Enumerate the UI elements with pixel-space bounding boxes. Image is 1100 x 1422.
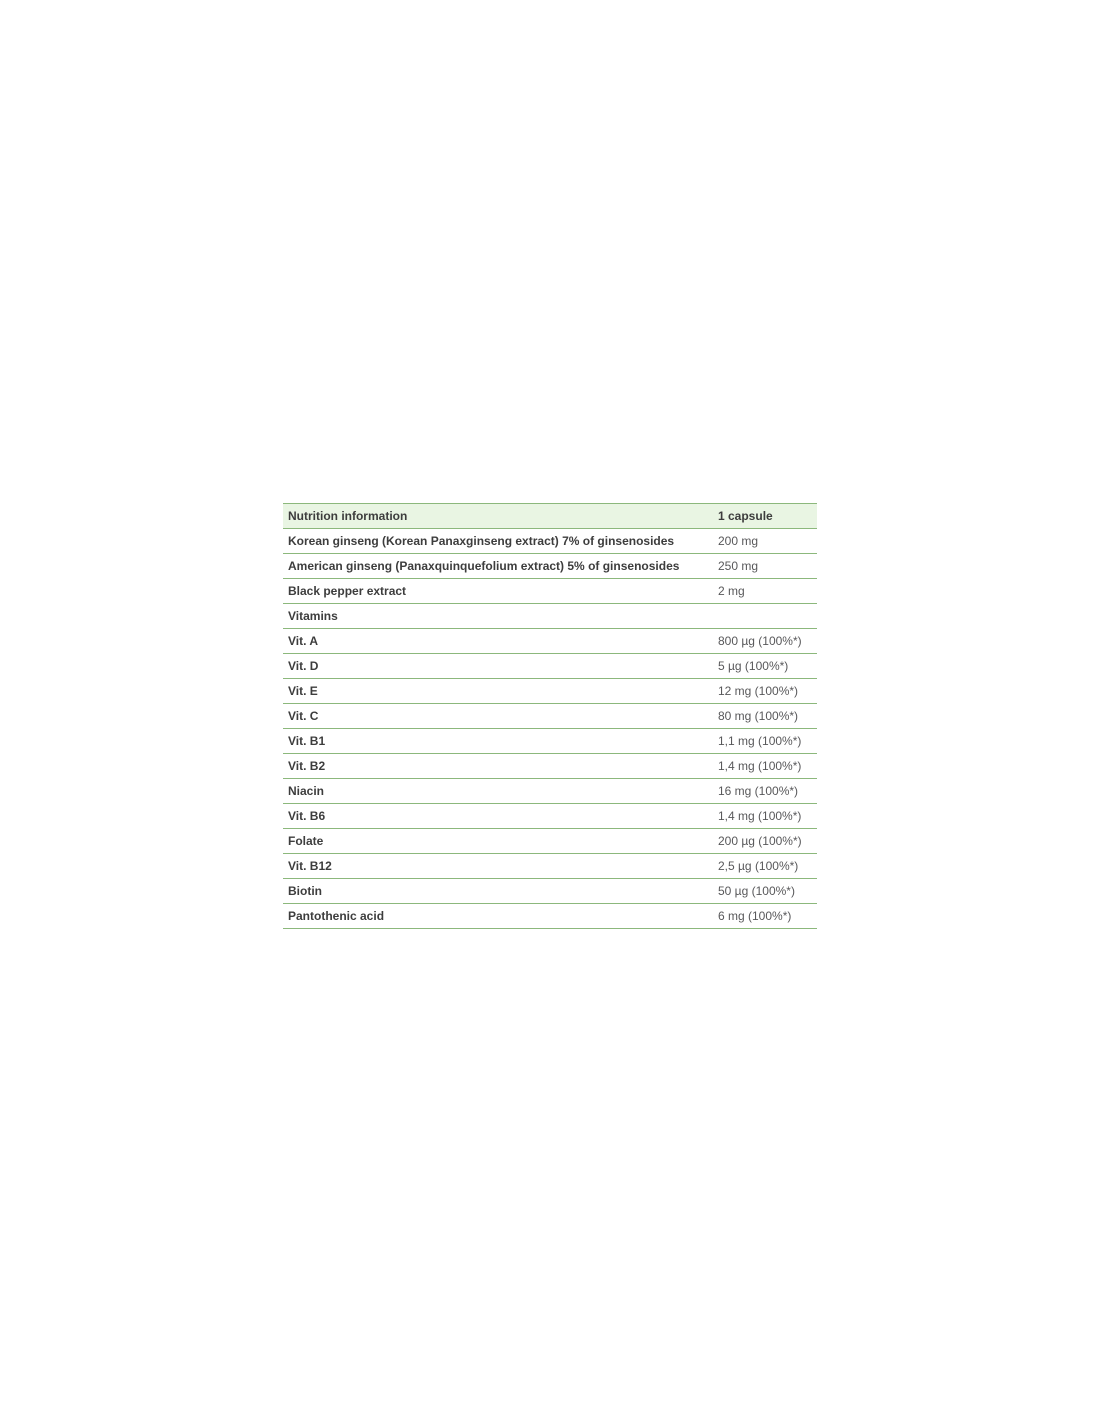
table-row: [283, 529, 817, 554]
row-label: Vit. B2: [283, 754, 718, 779]
row-label: Vit. B6: [283, 804, 718, 829]
table-row: [283, 804, 817, 829]
header-nutrition-information: Nutrition information: [283, 504, 718, 529]
nutrition-table-body: [283, 529, 817, 929]
row-value: [718, 604, 817, 629]
row-label: Vit. B12: [283, 854, 718, 879]
row-label: Vit. E: [283, 679, 718, 704]
row-value: 200 mg: [718, 529, 817, 554]
row-value: 5 µg (100%*): [718, 654, 817, 679]
table-row: [283, 754, 817, 779]
row-value: 16 mg (100%*): [718, 779, 817, 804]
row-label: Vitamins: [283, 604, 718, 629]
nutrition-table-container: [283, 503, 817, 929]
row-label: Biotin: [283, 879, 718, 904]
table-row: [283, 704, 817, 729]
table-row: [283, 629, 817, 654]
row-value: 12 mg (100%*): [718, 679, 817, 704]
table-row: [283, 679, 817, 704]
row-value: 6 mg (100%*): [718, 904, 817, 929]
row-label: Niacin: [283, 779, 718, 804]
row-value: 80 mg (100%*): [718, 704, 817, 729]
row-label: Korean ginseng (Korean Panaxginseng extract) 7% of ginsenosides: [283, 529, 718, 554]
header-amount-per-capsule: 1 capsule: [718, 504, 817, 529]
table-row: [283, 904, 817, 929]
table-row: [283, 779, 817, 804]
row-value: 800 µg (100%*): [718, 629, 817, 654]
row-label: Folate: [283, 829, 718, 854]
table-row: [283, 854, 817, 879]
nutrition-table: [283, 503, 817, 929]
row-value: 1,4 mg (100%*): [718, 804, 817, 829]
table-row: [283, 879, 817, 904]
row-value: 2 mg: [718, 579, 817, 604]
table-row: [283, 579, 817, 604]
row-label: Black pepper extract: [283, 579, 718, 604]
table-row: [283, 654, 817, 679]
row-label: American ginseng (Panaxquinquefolium extract) 5% of ginsenosides: [283, 554, 718, 579]
row-label: Vit. D: [283, 654, 718, 679]
table-header-row: [283, 504, 817, 529]
row-value: 50 µg (100%*): [718, 879, 817, 904]
row-value: 200 µg (100%*): [718, 829, 817, 854]
row-value: 1,4 mg (100%*): [718, 754, 817, 779]
row-label: Vit. B1: [283, 729, 718, 754]
row-value: 2,5 µg (100%*): [718, 854, 817, 879]
row-value: 250 mg: [718, 554, 817, 579]
row-label: Pantothenic acid: [283, 904, 718, 929]
row-label: Vit. A: [283, 629, 718, 654]
table-row: [283, 554, 817, 579]
row-label: Vit. C: [283, 704, 718, 729]
table-row: [283, 729, 817, 754]
table-row: [283, 829, 817, 854]
section-header-row: [283, 604, 817, 629]
row-value: 1,1 mg (100%*): [718, 729, 817, 754]
